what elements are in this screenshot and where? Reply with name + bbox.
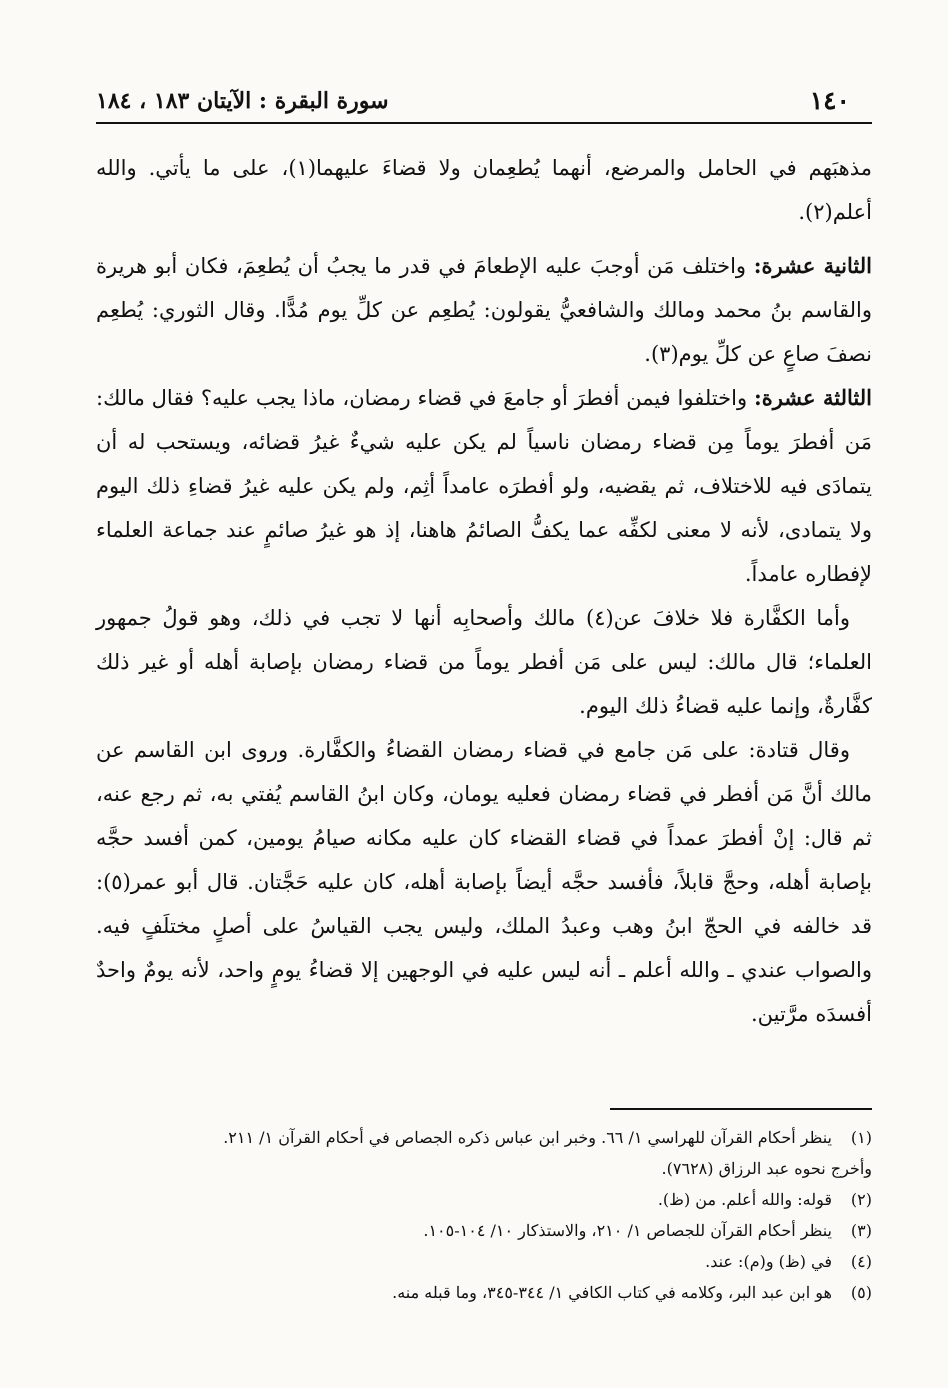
paragraph: مذهبَهم في الحامل والمرضع، أنهما يُطعِمان ولا قضاءَ عليهما(١)، على ما يأتي. والله أعلم(٢). <box>96 156 872 224</box>
footnote-rule <box>610 1108 872 1110</box>
paragraph: وقال قتادة: على مَن جامع في قضاء رمضان القضاءُ والكفَّارة. وروى ابن القاسم عن مالك أنَّ مَن أفطر في قضاء رمضان فعليه يومان، وكان ابنُ القاسم يُفتي به، ثم رجع عنه، ثم قال: إنْ أفطرَ عمداً في قضاء القضاء كان عليه مكانه صيامُ يومين، كمن أفسد حجَّه بإصابة أهله، وحجَّ قابلاً، فأفسد حجَّه أيضاً بإصابة أهله، كان عليه حَجَّتان. قال أبو عمر(٥): قد خالفه في الحجّ ابنُ وهب وعبدُ الملك، وليس يجب القياسُ على أصلٍ مختلَفٍ فيه. والصواب عندي ـ والله أعلم ـ أنه ليس عليه في الوجهين إلا قضاءُ يومٍ واحد، لأنه يومٌ واحدٌ أفسدَه مرَّتين. <box>96 738 872 1026</box>
page-number: ١٤٠ <box>809 86 850 115</box>
running-title: سورة البقرة : الآيتان ١٨٣ ، ١٨٤ <box>96 88 389 114</box>
section-heading: الثانية عشرة: <box>753 253 873 278</box>
running-header <box>96 86 852 120</box>
paragraph: وأما الكفَّارة فلا خلافَ عن(٤) مالك وأصحابِه أنها لا تجب في ذلك، وهو قولُ جمهور العلماء؛ قال مالك: ليس على مَن أفطر يوماً من قضاء رمضان بإصابة أهله أو غير ذلك كفَّارةٌ، وإنما عليه قضاءُ ذلك اليوم. <box>96 606 872 718</box>
footnotes <box>96 1122 872 1308</box>
footnote-continuation: وأخرج نحوه عبد الرزاق (٧٦٢٨). <box>661 1159 872 1178</box>
footnote: (٣)ينظر أحكام القرآن للجصاص ١/ ٢١٠، والاستذكار ١٠/ ١٠٤-١٠٥. <box>423 1221 872 1240</box>
paragraph: الثالثة عشرة: واختلفوا فيمن أفطرَ أو جامعَ في قضاء رمضان، ماذا يجب عليه؟ فقال مالك: مَن أفطرَ يوماً مِن قضاء رمضان ناسياً لم يكن عليه شيءٌ غيرُ قضائه، ويستحب له أن يتمادَى فيه للاختلاف، ثم يقضيه، ولو أفطرَه عامداً أثِم، ولم يكن عليه غيرُ قضاءِ ذلك اليوم ولا يتمادى، لأنه لا معنى لكفِّه عما يكفُّ الصائمُ هاهنا، إذ هو غيرُ صائمٍ عند جماعة العلماء لإفطاره عامداً. <box>96 385 873 586</box>
header-rule <box>96 122 872 124</box>
footnote: (٤)في (ظ) و(م): عند. <box>705 1252 872 1271</box>
footnote: (٥)هو ابن عبد البر، وكلامه في كتاب الكافي ١/ ٣٤٤-٣٤٥، وما قبله منه. <box>392 1283 872 1302</box>
paragraph: الثانية عشرة: واختلف مَن أوجبَ عليه الإطعامَ في قدر ما يجبُ أن يُطعِمَ، فكان أبو هريرة والقاسم بنُ محمد ومالك والشافعيُّ يقولون: يُطعِم عن كلِّ يوم مُدًّا. وقال الثوري: يُطعِم نصفَ صاعٍ عن كلِّ يوم(٣). <box>96 253 873 366</box>
main-text <box>96 146 872 1036</box>
footnote: (١)ينظر أحكام القرآن للهراسي ١/ ٦٦. وخبر ابن عباس ذكره الجصاص في أحكام القرآن ١/ ٢١١. <box>223 1128 872 1147</box>
section-heading: الثالثة عشرة: <box>753 385 872 410</box>
footnote: (٢)قوله: والله أعلم. من (ظ). <box>657 1190 872 1209</box>
